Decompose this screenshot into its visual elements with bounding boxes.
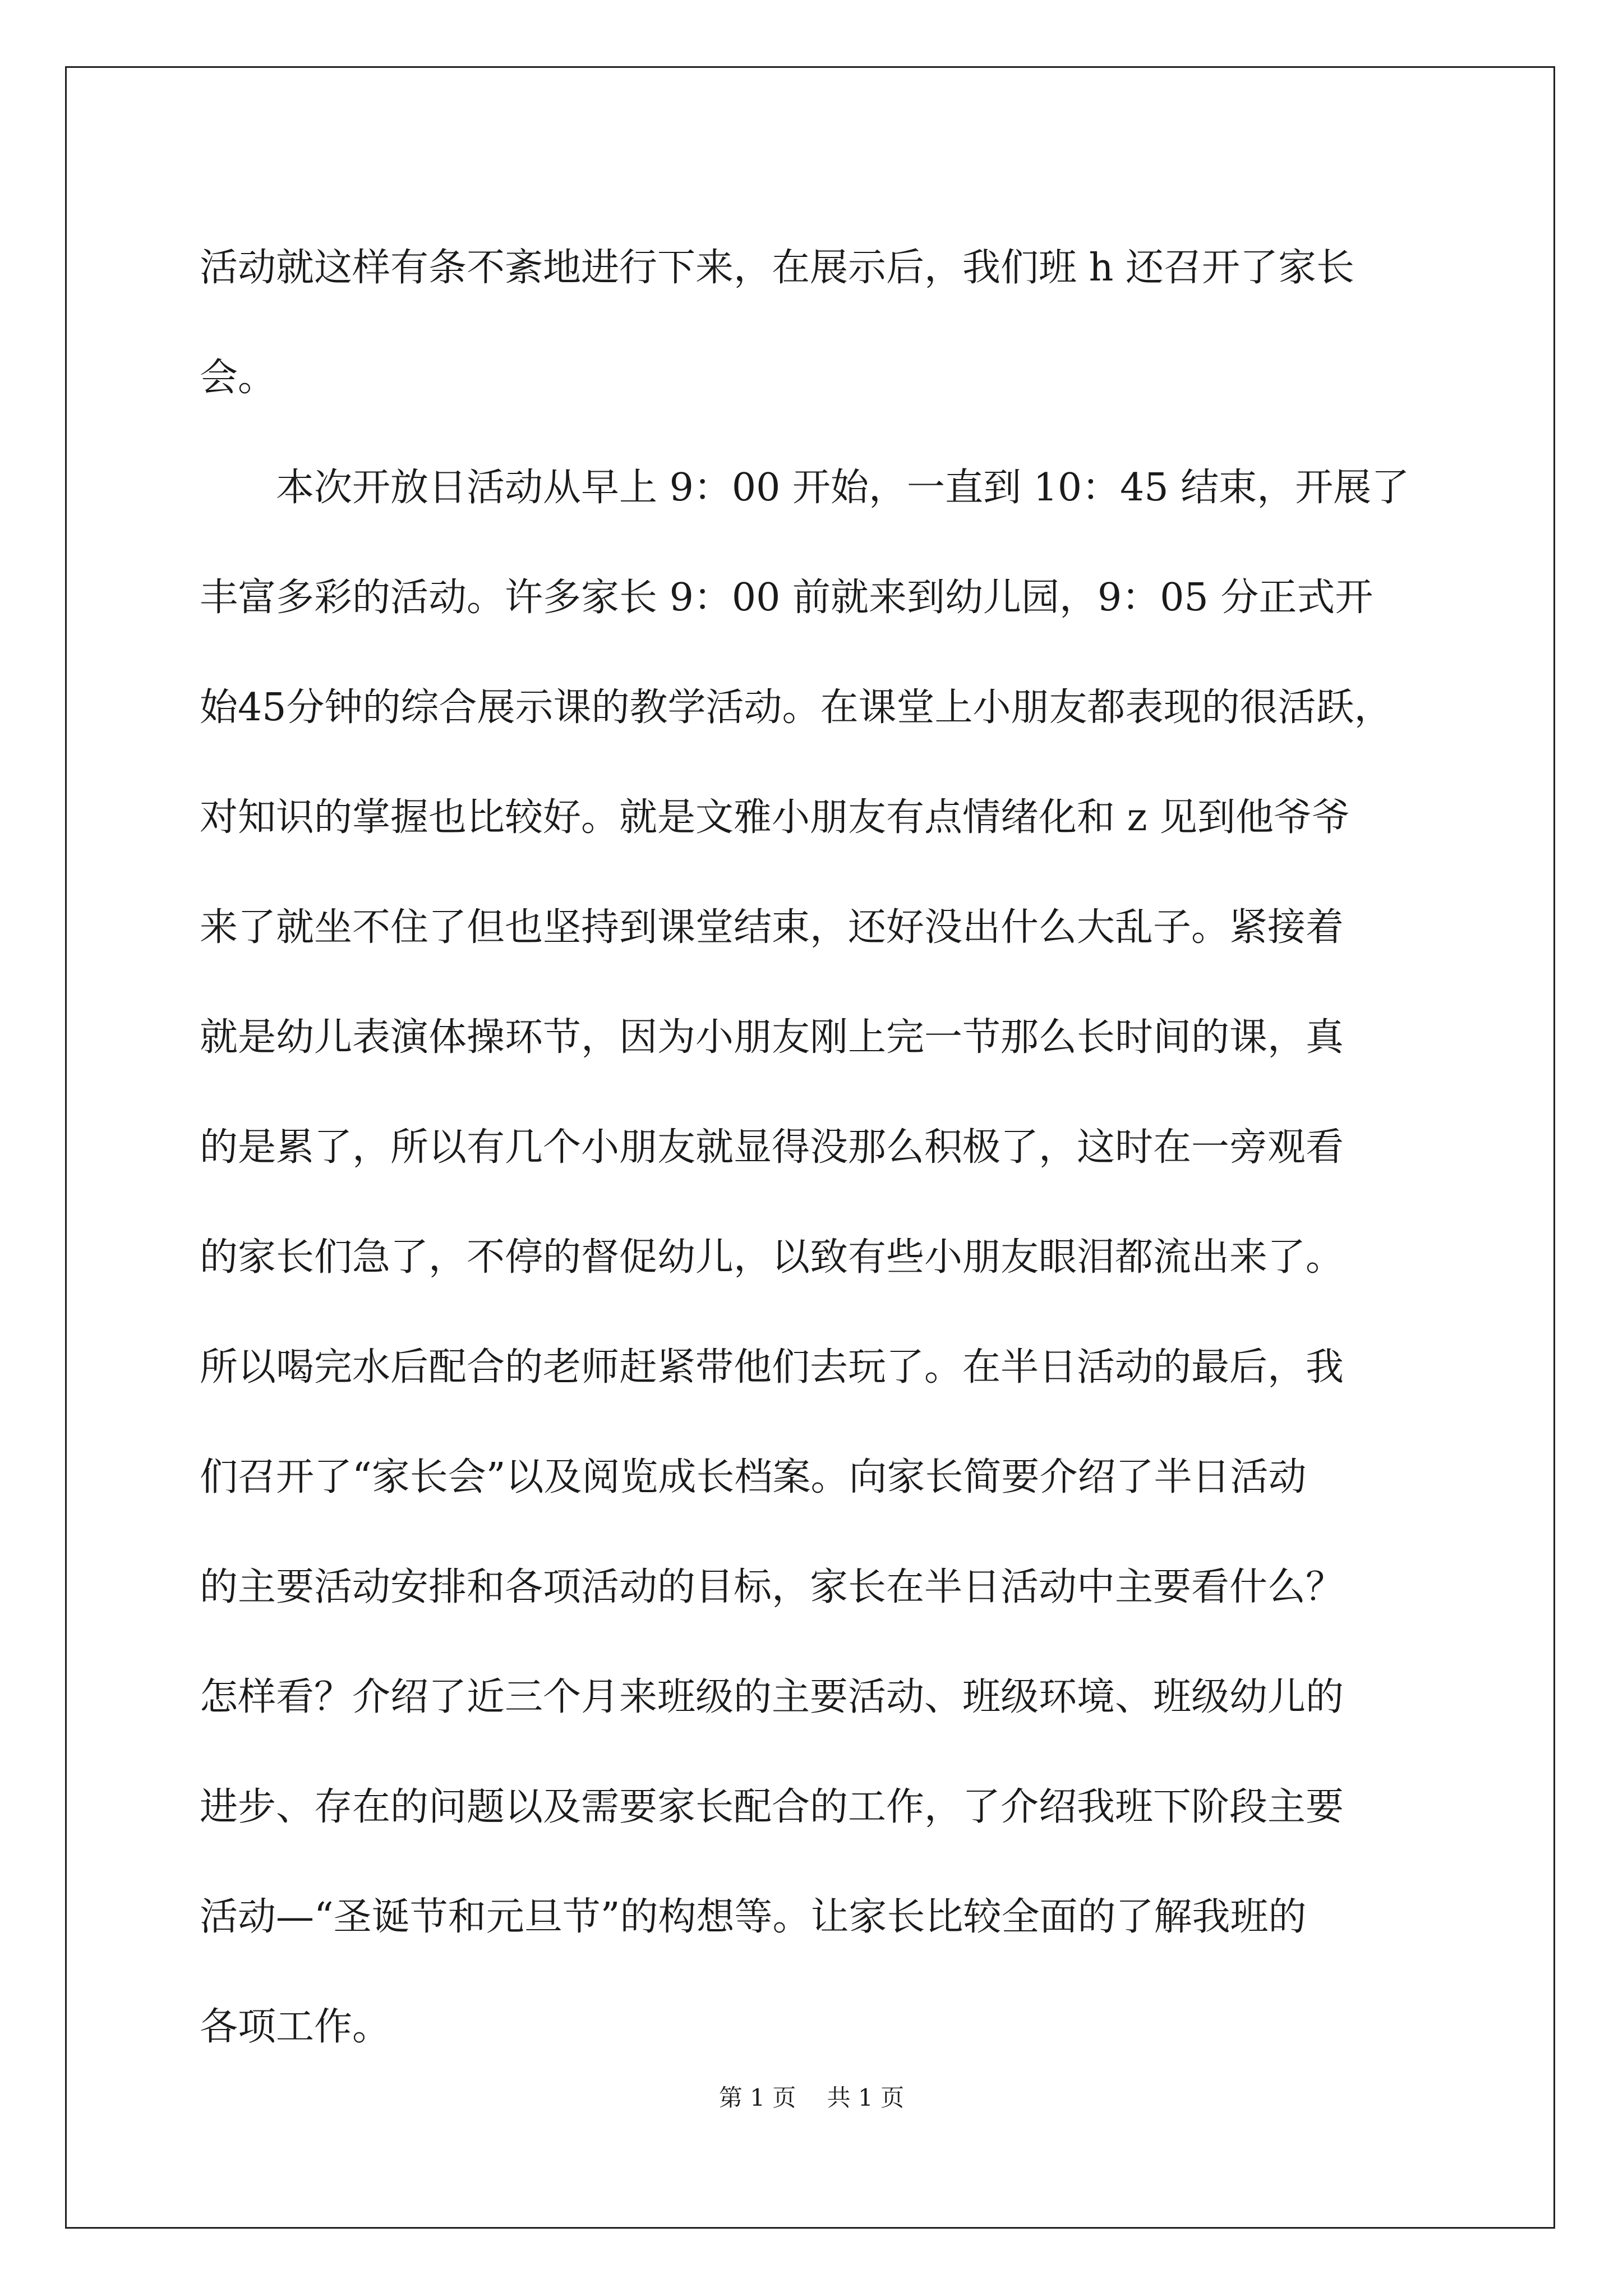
paragraph-2-line-6: 就是幼儿表演体操环节，因为小朋友刚上完一节那么长时间的课，真 — [200, 1015, 1344, 1060]
page-number-footer: 第 1 页 共 1 页 — [718, 2084, 905, 2111]
paragraph-1-line-2: 会。 — [200, 356, 276, 400]
paragraph-2-line-3: 始45分钟的综合展示课的教学活动。在课堂上小朋友都表现的很活跃， — [200, 685, 1393, 730]
paragraph-2-line-4: 对知识的掌握也比较好。就是文雅小朋友有点情绪化和 z 见到他爷爷 — [200, 795, 1350, 840]
body-text — [200, 213, 1422, 2082]
paragraph-2-line-2: 丰富多彩的活动。许多家长 9：00 前就来到幼儿园，9：05 分正式开 — [200, 576, 1373, 620]
paragraph-2-line-8: 的家长们急了，不停的督促幼儿，以致有些小朋友眼泪都流出来了。 — [200, 1235, 1344, 1280]
paragraph-2-line-9: 所以喝完水后配合的老师赶紧带他们去玩了。在半日活动的最后，我 — [200, 1345, 1344, 1389]
paragraph-2-line-15: 各项工作。 — [200, 2005, 391, 2049]
paragraph-1-line-1: 活动就这样有条不紊地进行下来，在展示后，我们班 h 还召开了家长 — [200, 246, 1355, 290]
paragraph-2-line-11: 的主要活动安排和各项活动的目标，家长在半日活动中主要看什么？ — [200, 1565, 1344, 1609]
paragraph-2-line-1: 本次开放日活动从早上 9：00 开始，一直到 10：45 结束，开展了 — [276, 466, 1410, 510]
paragraph-2-line-10: 们召开了“家长会”以及阅览成长档案。向家长简要介绍了半日活动 — [200, 1455, 1307, 1499]
paragraph-2-line-13: 进步、存在的问题以及需要家长配合的工作，了介绍我班下阶段主要 — [200, 1785, 1344, 1829]
paragraph-2-line-7: 的是累了，所以有几个小朋友就显得没那么积极了，这时在一旁观看 — [200, 1125, 1344, 1170]
paragraph-2-line-12: 怎样看？介绍了近三个月来班级的主要活动、班级环境、班级幼儿的 — [200, 1675, 1344, 1719]
paragraph-2-line-14: 活动—“圣诞节和元旦节”的构想等。让家长比较全面的了解我班的 — [200, 1895, 1307, 1939]
paragraph-2-line-5: 来了就坐不住了但也坚持到课堂结束，还好没出什么大乱子。紧接着 — [200, 905, 1344, 950]
